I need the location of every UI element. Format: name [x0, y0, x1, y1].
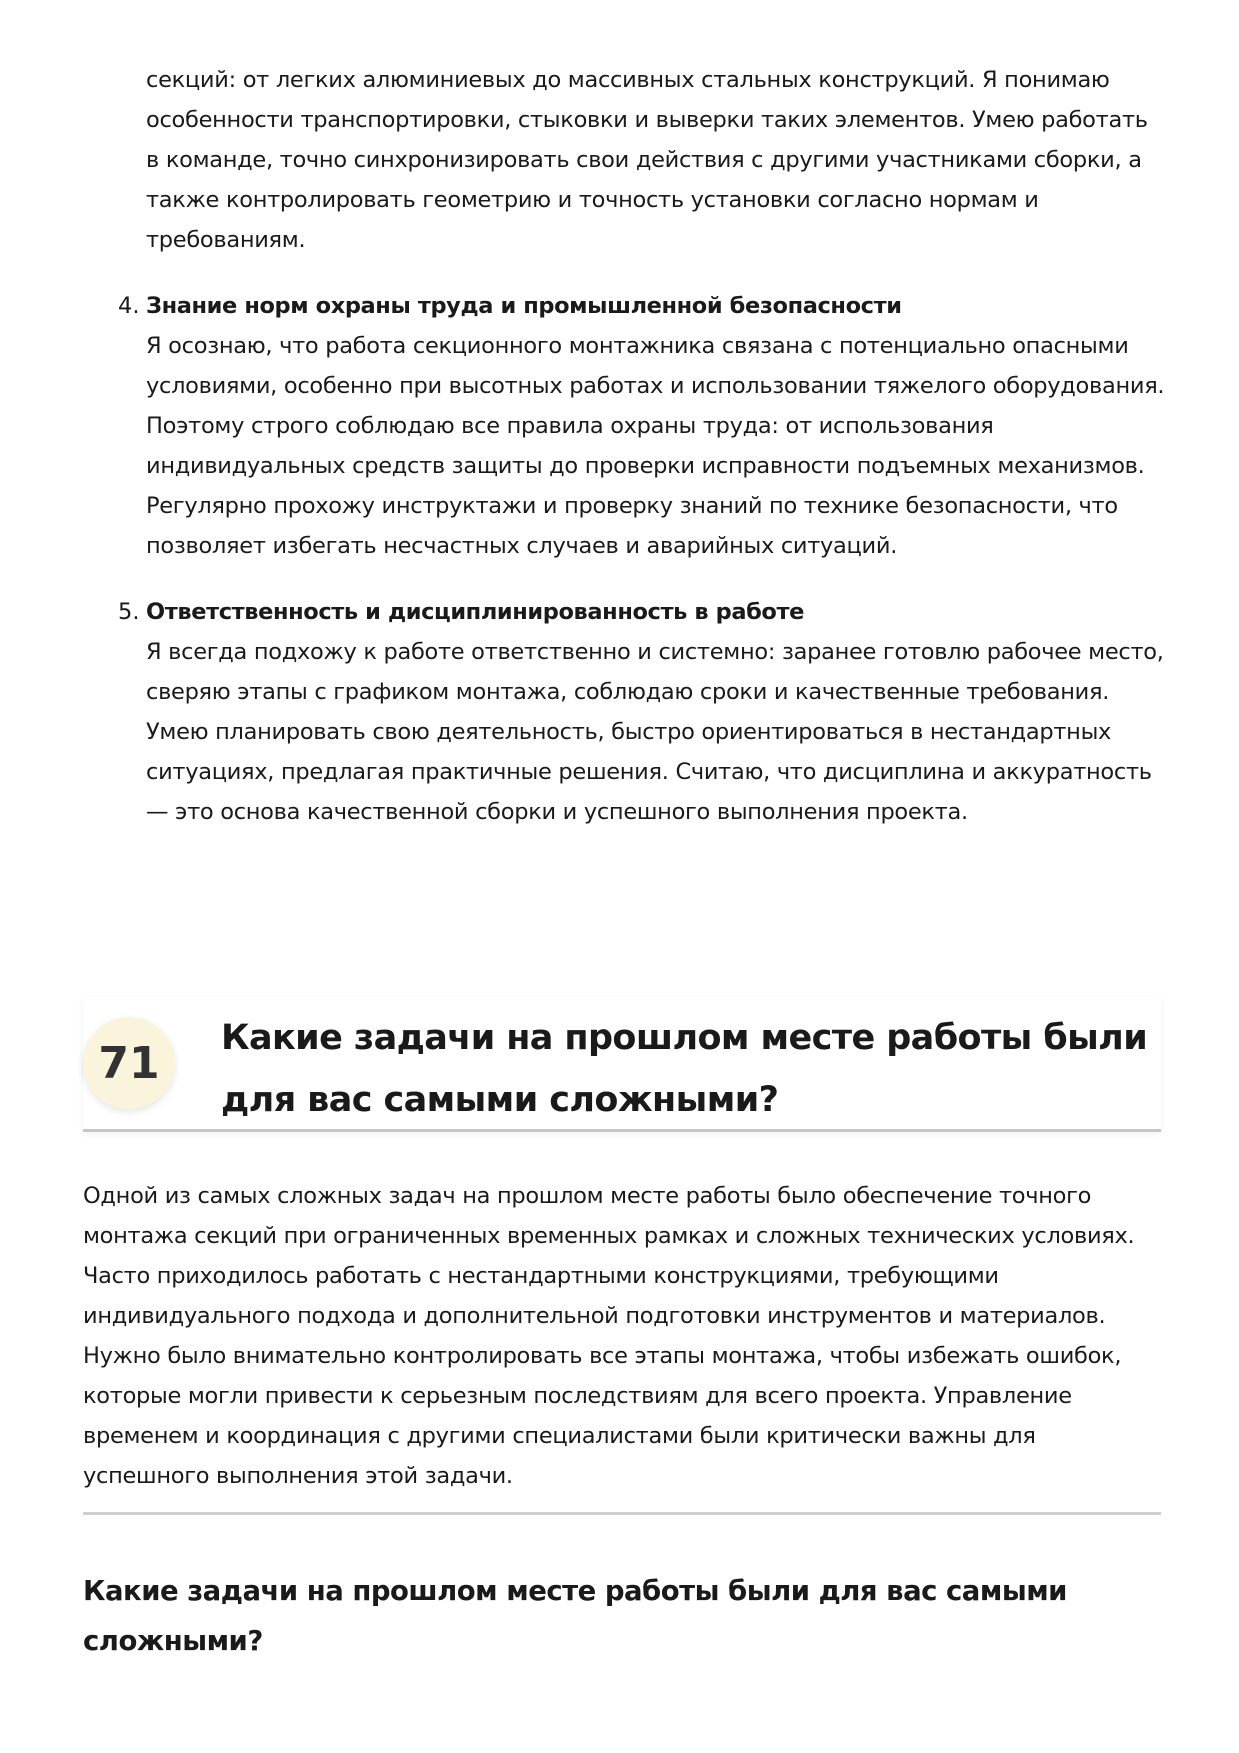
answer-text: Одной из самых сложных задач на прошлом месте работы было обеспечение точного монтажа секций при ограниченных временных рамках и сложных технических условиях. Часто приходилось работать с нестандартными конструкциями, требующими индивидуального подхода и дополнительной подготовки инструментов и материалов. Нужно было внимательно контролировать все этапы монтажа, чтобы избежать ошибок, которые могли привести к серьезным последствиям для всего проекта. Управление временем и координация с другими специалистами были критически важны для успешного выполнения этой задачи. — [83, 1183, 1135, 1489]
list-item-3-continuation: секций: от легких алюминиевых до массивных стальных конструкций. Я понимаю особенности транспортировки, стыковки и выверки таких элементов. Умею работать в команде, точно синхронизировать свои действия с другими участниками сборки, а также контролировать геометрию и точность установки согласно нормам и требованиям. — [146, 67, 1148, 253]
question-header — [83, 997, 1161, 1132]
list-item-title: Ответственность и дисциплинированность в работе — [146, 599, 804, 625]
question-repeat-heading: Какие задачи на прошлом месте работы были для вас самыми сложными? — [83, 1575, 1067, 1657]
list-item-text: Я осознаю, что работа секционного монтажника связана с потенциально опасными условиями, особенно при высотных работах и использовании тяжелого оборудования. Поэтому строго соблюдаю все правила охраны труда: от использования индивидуальных средств защиты до проверки исправности подъемных механизмов. Регулярно прохожу инструктажи и проверку знаний по технике безопасности, что позволяет избегать несчастных случаев и аварийных ситуаций. — [146, 333, 1165, 559]
list-item-text: Я всегда подхожу к работе ответственно и системно: заранее готовлю рабочее место, сверяю этапы с графиком монтажа, соблюдаю сроки и качественные требования. Умею планировать свою деятельность, быстро ориентироваться в нестандартных ситуациях, предлагая практичные решения. Считаю, что дисциплина и аккуратность — это основа качественной сборки и успешного выполнения проекта. — [146, 639, 1164, 825]
list-item-number: 4. — [118, 293, 140, 319]
list-item-title: Знание норм охраны труда и промышленной безопасности — [146, 293, 902, 319]
question-number-badge: 71 — [83, 1017, 175, 1109]
list-item — [118, 592, 1166, 832]
question-title: Какие задачи на прошлом месте работы были для вас самыми сложными? — [221, 1018, 1148, 1120]
section-divider — [83, 1512, 1161, 1515]
list-item-number: 5. — [118, 599, 140, 625]
list-item — [118, 286, 1166, 566]
